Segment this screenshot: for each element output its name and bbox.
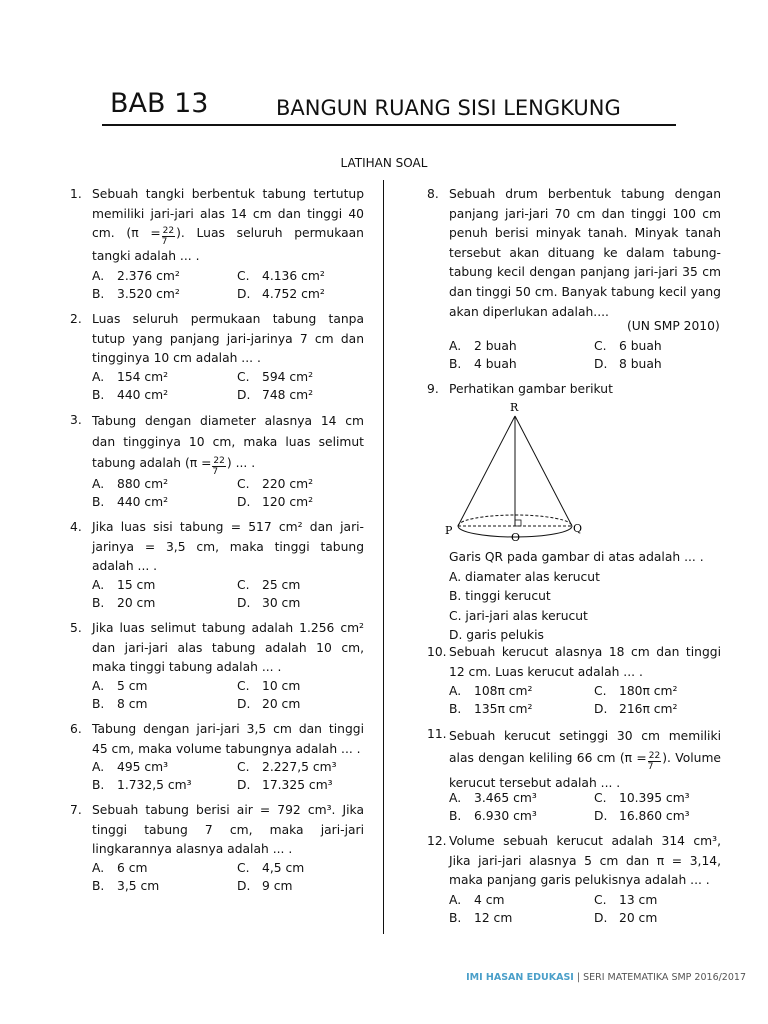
option-c: 2.227,5 cm³: [262, 760, 337, 774]
option-b: 1.732,5 cm³: [117, 778, 192, 792]
option-d: 216π cm²: [619, 702, 678, 716]
option-d: 17.325 cm³: [262, 778, 333, 792]
question-text: Sebuah tabung berisi air = 792 cm³. Jika tinggi tabung 7 cm, maka jari-jari lingkarannya alasnya adalah ... .: [92, 803, 364, 857]
question-number: 6.: [70, 722, 82, 736]
question-number: 5.: [70, 621, 82, 635]
option-d: 20 cm: [619, 911, 658, 925]
question-source: (UN SMP 2010): [627, 319, 720, 333]
option-a: 2.376 cm²: [117, 269, 180, 283]
slant-line-right: [515, 416, 572, 526]
title-underline: [102, 124, 676, 126]
pi-fraction: $\frac{22}{7}$: [212, 456, 225, 477]
question-number: 10.: [427, 645, 447, 659]
option-d: 120 cm²: [262, 495, 314, 509]
question-text: Sebuah kerucut alasnya 18 cm dan tinggi 12 cm. Luas kerucut adalah ... .: [449, 645, 721, 679]
option-a: 5 cm: [117, 679, 148, 693]
question-number: 9.: [427, 382, 439, 396]
question-number: 7.: [70, 803, 82, 817]
question-text: Volume sebuah kerucut adalah 314 cm³, Jika jari-jari alasnya 5 cm dan π = 3,14, maka panjang garis pelukisnya adalah ... .: [449, 834, 721, 888]
option-d: 30 cm: [262, 596, 301, 610]
option-a: 2 buah: [474, 339, 517, 353]
option-c: 594 cm²: [262, 370, 314, 384]
option-c: 4,5 cm: [262, 861, 305, 875]
option-d: 8 buah: [619, 357, 662, 371]
option-a: 108π cm²: [474, 684, 533, 698]
option-c: 180π cm²: [619, 684, 678, 698]
option-d: 16.860 cm³: [619, 809, 690, 823]
question-text: Jika luas sisi tabung = 517 cm² dan jari-jarinya = 3,5 cm, maka tinggi tabung adalah ... .: [92, 520, 364, 574]
option-c: C. jari-jari alas kerucut: [449, 608, 588, 623]
option-d: 20 cm: [262, 697, 301, 711]
question-text: Jika luas selimut tabung adalah 1.256 cm² dan jari-jari alas tabung adalah 10 cm, maka tinggi tabung adalah ... .: [92, 621, 364, 675]
chapter-number: BAB 13: [110, 88, 209, 119]
page-footer: [466, 972, 746, 983]
question-text: Sebuah tangki berbentuk tabung tertutup memiliki jari-jari alas 14 cm dan tinggi 40 cm. (π = $\frac{22}{7}$ ). Luas seluruh permukaan tangki adalah ... .: [92, 187, 364, 264]
label-o: O: [511, 531, 521, 544]
question-number: 4.: [70, 520, 82, 534]
question-9-prompt: [449, 548, 704, 646]
question-text: Luas seluruh permukaan tabung tanpa tutup yang panjang jari-jarinya 7 cm dan tingginya 10 cm adalah ... .: [92, 312, 364, 366]
option-d: 4.752 cm²: [262, 287, 325, 301]
option-d: 9 cm: [262, 879, 293, 893]
question-number: 3.: [70, 413, 82, 427]
option-c: 4.136 cm²: [262, 269, 325, 283]
footer-separator: |: [573, 972, 584, 983]
slant-line-left: [458, 416, 515, 526]
question-text: Sebuah drum berbentuk tabung dengan panjang jari-jari 70 cm dan tinggi 100 cm penuh berisi minyak tanah. Minyak tanah tersebut akan dituang ke dalam tabung-tabung kecil dengan panjang jari-jari 35 cm dan tinggi 50 cm. Banyak tabung kecil yang akan diperlukan adalah....: [449, 187, 721, 319]
question-number: 11.: [427, 727, 447, 741]
option-c: 10.395 cm³: [619, 791, 690, 805]
option-d: 748 cm²: [262, 388, 314, 402]
publisher-name: IMI HASAN EDUKASI: [466, 972, 574, 983]
option-a: 4 cm: [474, 893, 505, 907]
question-text: Tabung dengan jari-jari 3,5 cm dan tinggi 45 cm, maka volume tabungnya adalah ... .: [92, 722, 364, 756]
section-title: LATIHAN SOAL: [340, 156, 428, 170]
option-a: 154 cm²: [117, 370, 169, 384]
option-b: 8 cm: [117, 697, 148, 711]
option-a: 6 cm: [117, 861, 148, 875]
question-number: 1.: [70, 187, 82, 201]
option-d: D. garis pelukis: [449, 628, 544, 643]
pi-fraction: $\frac{22}{7}$: [161, 226, 175, 248]
right-angle-mark: [515, 520, 521, 526]
question-text: Sebuah kerucut setinggi 30 cm memiliki alas dengan keliling 66 cm (π = $\frac{22}{7}$ ). Volume kerucut tersebut adalah ... .: [449, 729, 721, 790]
question-number: 2.: [70, 312, 82, 326]
question-number: 8.: [427, 187, 439, 201]
option-b: 3.520 cm²: [117, 287, 180, 301]
question-number: 12.: [427, 834, 447, 848]
label-q: Q: [573, 522, 583, 535]
option-b: 4 buah: [474, 357, 517, 371]
series-name: SERI MATEMATIKA SMP 2016/2017: [583, 972, 746, 983]
option-a: 15 cm: [117, 578, 156, 592]
option-c: 10 cm: [262, 679, 301, 693]
option-a: 880 cm²: [117, 477, 169, 491]
chapter-title: BANGUN RUANG SISI LENGKUNG: [276, 96, 621, 120]
pi-fraction: $\frac{22}{7}$: [647, 751, 661, 772]
option-c: 13 cm: [619, 893, 658, 907]
option-b: 6.930 cm³: [474, 809, 537, 823]
cone-figure: [440, 398, 590, 544]
option-b: 3,5 cm: [117, 879, 160, 893]
question-text: Perhatikan gambar berikut: [449, 382, 613, 396]
option-b: 440 cm²: [117, 495, 169, 509]
option-c: 6 buah: [619, 339, 662, 353]
option-a: 3.465 cm³: [474, 791, 537, 805]
label-p: P: [445, 524, 453, 537]
option-c: 220 cm²: [262, 477, 314, 491]
option-b: 12 cm: [474, 911, 513, 925]
option-a: 495 cm³: [117, 760, 169, 774]
figure-question: Garis QR pada gambar di atas adalah ... .: [449, 550, 704, 564]
column-divider: [383, 180, 384, 934]
label-r: R: [510, 401, 519, 414]
option-b: 135π cm²: [474, 702, 533, 716]
question-text: Tabung dengan diameter alasnya 14 cm dan tingginya 10 cm, maka luas selimut tabung adalah (π = $\frac{22}{7}$ ) ... .: [92, 414, 364, 477]
option-b: B. tinggi kerucut: [449, 589, 551, 604]
option-b: 20 cm: [117, 596, 156, 610]
option-a: A. diamater alas kerucut: [449, 569, 600, 584]
option-c: 25 cm: [262, 578, 301, 592]
option-b: 440 cm²: [117, 388, 169, 402]
